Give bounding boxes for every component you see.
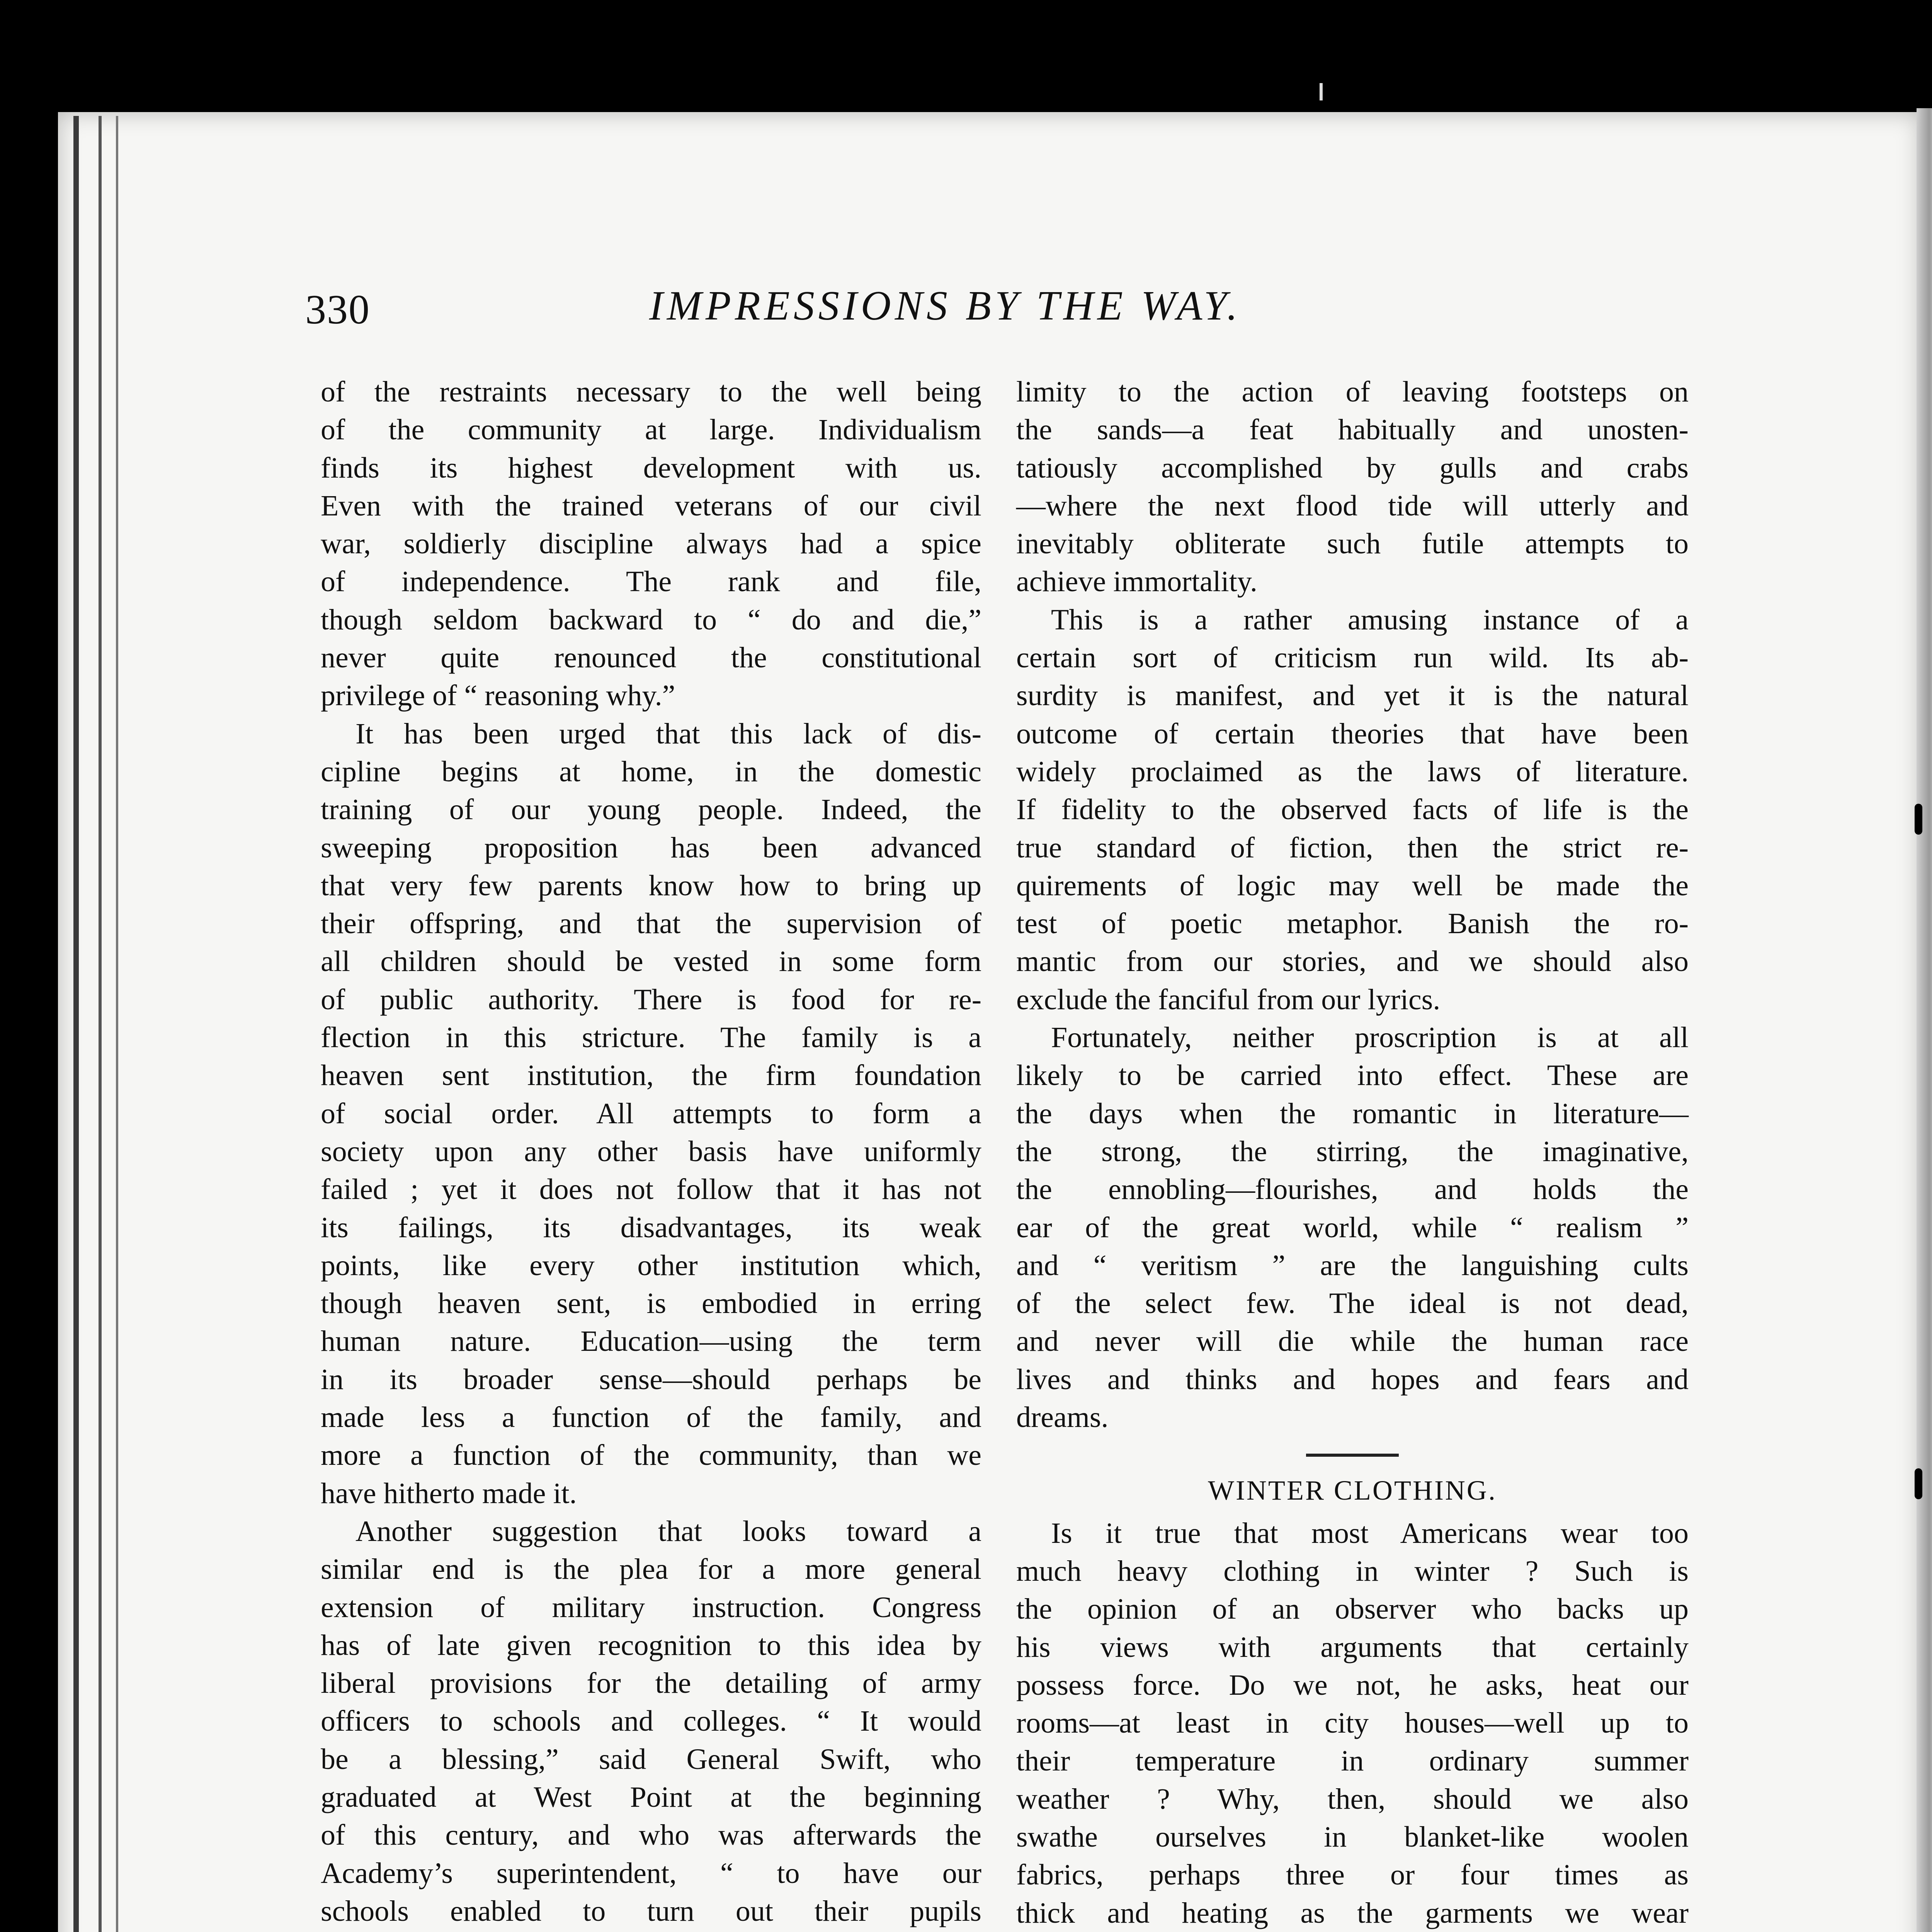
scan-mark (1915, 804, 1922, 835)
text-line: the sands—a feat habitually and unosten- (1016, 413, 1689, 446)
text-line: —where the next flood tide will utterly and (1016, 489, 1689, 522)
fore-edge (1917, 108, 1932, 1932)
text-line: and “ veritism ” are the languishing cults (1016, 1249, 1689, 1282)
text-line: ear of the great world, while “ realism ” (1016, 1211, 1689, 1244)
text-line: lives and thinks and hopes and fears and (1016, 1363, 1689, 1396)
text-line: It has been urged that this lack of dis- (355, 717, 981, 750)
text-line: failed ; yet it does not follow that it has not (321, 1173, 981, 1206)
right-column (1016, 373, 1689, 1932)
text-line: liberal provisions for the detailing of army (321, 1667, 981, 1700)
text-line: flection in this stricture. The family is a (321, 1021, 981, 1054)
text-line: officers to schools and colleges. “ It would (321, 1705, 981, 1738)
text-line: human nature. Education—using the term (321, 1325, 981, 1358)
paragraph (1016, 1514, 1689, 1932)
text-line: finds its highest development with us. (321, 451, 981, 484)
text-line: test of poetic metaphor. Banish the ro- (1016, 907, 1689, 940)
text-line: society upon any other basis have uniformly (321, 1135, 981, 1168)
text-line: possess force. Do we not, he asks, heat our (1016, 1668, 1689, 1701)
text-line: though heaven sent, is embodied in erring (321, 1287, 981, 1320)
text-line: points, like every other institution which, (321, 1249, 981, 1282)
text-line: true standard of fiction, then the strict re- (1016, 831, 1689, 864)
text-line: Academy’s superintendent, “ to have our (321, 1857, 981, 1889)
text-line: thick and heating as the garments we wear (1016, 1896, 1689, 1929)
text-line: all children should be vested in some form (321, 945, 981, 978)
paragraph (1016, 373, 1689, 601)
text-line: have hitherto made it. (321, 1477, 577, 1510)
text-line: inevitably obliterate such futile attempts to (1016, 527, 1689, 560)
section-divider (1306, 1454, 1399, 1457)
text-line: heaven sent institution, the firm foundation (321, 1059, 981, 1092)
text-line: outcome of certain theories that have been (1016, 717, 1689, 750)
running-head-title: IMPRESSIONS BY THE WAY. (649, 283, 1242, 329)
left-column (321, 373, 981, 1932)
text-line: their offspring, and that the supervision of (321, 907, 981, 940)
text-line: schools enabled to turn out their pupils (321, 1895, 981, 1927)
scan-mark (1320, 83, 1323, 100)
text-line: of social order. All attempts to form a (321, 1097, 981, 1130)
binding-edge (116, 116, 118, 1932)
text-line: quirements of logic may well be made the (1016, 869, 1689, 902)
text-line: likely to be carried into effect. These are (1016, 1059, 1689, 1092)
text-line: This is a rather amusing instance of a (1051, 603, 1689, 636)
text-line: tatiously accomplished by gulls and crabs (1016, 451, 1689, 484)
text-line: of this century, and who was afterwards the (321, 1819, 981, 1852)
text-line: similar end is the plea for a more general (321, 1553, 981, 1586)
text-line: the ennobling—flourishes, and holds the (1016, 1173, 1689, 1206)
text-line: be a blessing,” said General Swift, who (321, 1743, 981, 1776)
paragraph (321, 715, 981, 1512)
text-line: cipline begins at home, in the domestic (321, 755, 981, 788)
paragraph (321, 373, 981, 715)
text-line: has of late given recognition to this idea by (321, 1629, 981, 1662)
text-line: If fidelity to the observed facts of life is the (1016, 793, 1689, 826)
binding-edge (99, 116, 102, 1932)
text-line: surdity is manifest, and yet it is the natural (1016, 679, 1689, 712)
text-line: never quite renounced the constitutional (321, 641, 981, 674)
text-line: though seldom backward to “ do and die,” (321, 603, 981, 636)
text-line: privilege of “ reasoning why.” (321, 679, 675, 712)
paragraph (1016, 601, 1689, 1019)
binding-edge (73, 116, 79, 1932)
text-line: training of our young people. Indeed, the (321, 793, 981, 826)
text-line: of public authority. There is food for re- (321, 983, 981, 1016)
text-line: of the restraints necessary to the well being (321, 376, 981, 408)
text-line: sweeping proposition has been advanced (321, 831, 981, 864)
text-line: and never will die while the human race (1016, 1325, 1689, 1358)
text-line: extension of military instruction. Congress (321, 1591, 981, 1624)
page-number: 330 (305, 287, 370, 333)
text-line: limity to the action of leaving footsteps on (1016, 376, 1689, 408)
text-line: of the select few. The ideal is not dead, (1016, 1287, 1689, 1320)
text-line: certain sort of criticism run wild. Its ab- (1016, 641, 1689, 674)
text-line (321, 1930, 981, 1932)
scan-mark (1915, 1468, 1922, 1499)
paragraph (1016, 1019, 1689, 1436)
text-line: of the community at large. Individualism (321, 413, 981, 446)
text-line: the strong, the stirring, the imaginative, (1016, 1135, 1689, 1168)
section-heading: WINTER CLOTHING. (1208, 1475, 1497, 1506)
text-line: the opinion of an observer who backs up (1016, 1593, 1689, 1626)
text-line: Even with the trained veterans of our civil (321, 489, 981, 522)
text-line: of independence. The rank and file, (321, 565, 981, 598)
text-line: that very few parents know how to bring up (321, 869, 981, 902)
text-line: their temperature in ordinary summer (1016, 1745, 1689, 1777)
text-line: its failings, its disadvantages, its weak (321, 1211, 981, 1244)
text-line: widely proclaimed as the laws of literature. (1016, 755, 1689, 788)
text-line: fabrics, perhaps three or four times as (1016, 1859, 1689, 1891)
text-line: swathe ourselves in blanket-like woolen (1016, 1820, 1689, 1853)
text-line: much heavy clothing in winter ? Such is (1016, 1554, 1689, 1587)
paragraph (321, 1512, 981, 1932)
text-line: more a function of the community, than we (321, 1439, 981, 1472)
text-line: achieve immortality. (1016, 565, 1257, 598)
text-line: made less a function of the family, and (321, 1401, 981, 1434)
text-line: his views with arguments that certainly (1016, 1631, 1689, 1663)
text-line: exclude the fanciful from our lyrics. (1016, 983, 1440, 1016)
text-line: Another suggestion that looks toward a (355, 1515, 981, 1548)
text-line: dreams. (1016, 1401, 1109, 1434)
text-line: the days when the romantic in literature— (1016, 1097, 1689, 1130)
text-line: weather ? Why, then, should we also (1016, 1782, 1689, 1815)
text-line: Fortunately, neither proscription is at all (1051, 1021, 1689, 1054)
text-line: Is it true that most Americans wear too (1051, 1517, 1689, 1549)
text-line: graduated at West Point at the beginning (321, 1781, 981, 1813)
text-line: in its broader sense—should perhaps be (321, 1363, 981, 1396)
text-line: war, soldierly discipline always had a spice (321, 527, 981, 560)
text-line: mantic from our stories, and we should also (1016, 945, 1689, 978)
text-line: rooms—at least in city houses—well up to (1016, 1707, 1689, 1740)
